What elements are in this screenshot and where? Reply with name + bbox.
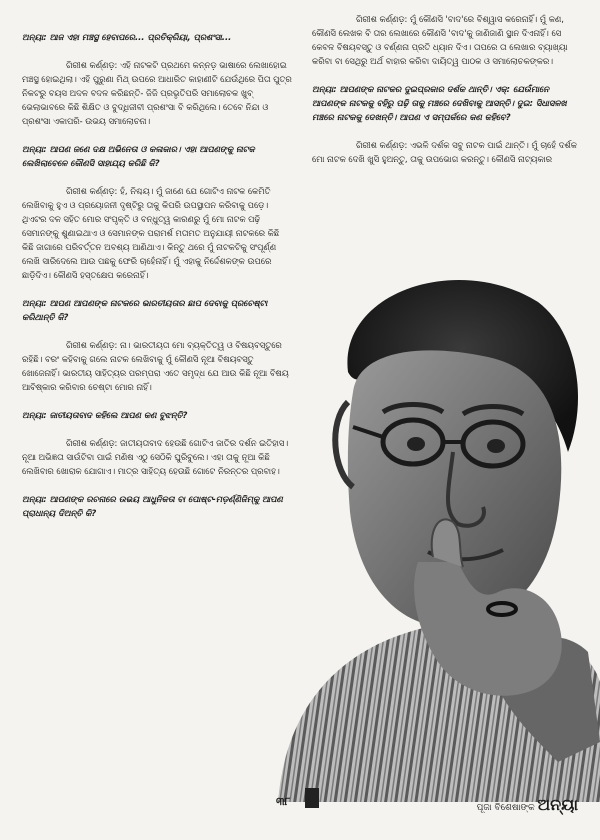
- footer-bar: [305, 788, 319, 808]
- interview-question: ଅନ୍ୟା: ଆଜ ଏହା ମଞ୍ଚସ୍ଥ ହେବାପରେ... ପ୍ରତିକ୍ରିୟା, ପ୍ରଶଂସା...: [22, 32, 232, 42]
- portrait-photo: [258, 262, 600, 802]
- interview-question: ଅନ୍ୟା: ଆପଣ ଆପଣଙ୍କ ନାଟକରେ ଭାରତୀୟତାର ଛାପ ଦେବାକୁ ପ୍ରଚେଷ୍ଟା କରିଥାନ୍ତି କି?: [22, 298, 268, 322]
- magazine-logo: ଅନ୍ୟା: [537, 795, 578, 814]
- interview-question: ଅନ୍ୟା: ଆପଣଙ୍କ ରଚନାରେ ଉଭୟ ଆଧୁନିକତା ବା ପୋଷ୍ଟ-ମଡ଼ର୍ଣ୍ଣିଜିମ୍‌କୁ ଆପଣ ପ୍ରାଧାନ୍ୟ ଦିଅନ୍ତି କି?: [22, 494, 283, 518]
- interview-question: ଅନ୍ୟା: ଆପଣ ଜଣେ ଦକ୍ଷ ଅଭିନେତା ଓ କଳାକାର। ଏହା ଆପଣଙ୍କୁ ନାଟକ ଲେଖିଲାବେଳେ କୌଣସି ସାହାଯ୍ୟ କରିଛି କି?: [22, 144, 255, 168]
- interview-answer: ଗିରୀଶ କର୍ଣ୍ଣଡ଼: ନା। ଭାରତୀୟତା ମୋ ବ୍ୟକ୍ତିତ୍ୱ ଓ ବିଷୟବସ୍ତୁରେ ରହିଛି। ବରଂ କହିବାକୁ ଗଲେ ନାଟକ ଲେଖିବାକୁ ମୁଁ କୌଣସି ନୂଆ ବିଷୟବସ୍ତୁ ଖୋଜେନାହିଁ। ଭାରତୀୟ ସାହିତ୍ୟର ପରମ୍ପରା ଏତେ ସମୃଦ୍ଧ ଯେ ଆଉ କିଛି ନୂଆ ବିଷୟ ଆବିଷ୍କାର କରିବାର ଚେଷ୍ଟା ମୋର ନାହିଁ।: [22, 340, 289, 392]
- right-column: [312, 12, 582, 180]
- interview-answer: ଗିରୀଶ କର୍ଣ୍ଣଡ଼: ଜାତୀୟତାବାଦ ହେଉଛି ଗୋଟିଏ ଜାତିର ଦର୍ଶନ ଇତିହାସ। ନୂଆ ଅଭିଜ୍ଞତା ସାଉଁଟିବା ପାଇଁ ମଣିଷ ଏଠୁ ସେଠିକି ଘୁରିବୁଲେ। ଏହା ତାକୁ ନୂଆ କିଛି ଲେଖିବାର ଖୋରାକ ଯୋଗାଏ। ମାତ୍ର ସାହିତ୍ୟ ହେଉଛି ଗୋଟେ ନିରନ୍ତର ପ୍ରବାହ।: [22, 438, 289, 476]
- magazine-name: [477, 795, 578, 815]
- interview-answer: ଗିରୀଶ କର୍ଣ୍ଣଡ଼: ଏଭଳି ଦର୍ଶକ ସବୁ ନାଟକ ପାଇଁ ଥାନ୍ତି। ମୁଁ ଚାହେଁ ଦର୍ଶକ ମୋ ନାଟକ ଦେଖି ଖୁସି ହୁଅନ୍ତୁ, ତାକୁ ଉପଭୋଗ କରନ୍ତୁ। କୌଣସି ନାଟ୍ୟକାର: [312, 140, 577, 164]
- interview-answer: ଗିରୀଶ କର୍ଣ୍ଣଡ଼: ଏହି ନାଟକଟି ପ୍ରଥମେ କନ୍ନଡ଼ ଭାଷାରେ ଲେଖାହୋଇ ମଞ୍ଚସ୍ଥ ହୋଇଥିଲା। ଏହି ପୁରୁଣା ମିଥ୍ ଉପରେ ଆଧାରିତ କାହାଣୀଟି ଯେଉଁଥିରେ ପିତା ପୁତ୍ର ନିକଟରୁ ବୟସ ଅଦଳ ବଦଳ କରିଛନ୍ତି- ଜିଜି ପ୍ରଭୃତିପରି ସମାଲୋଚକ ଖୁବ୍ ଭେଲାଭାବରେ କିଛି ଶିକ୍ଷିତ ଓ ବୁଦ୍ଧିଜୀବୀ ପ୍ରଶଂସା ବି କରିଥିଲେ। ତେବେ ନିନ୍ଦା ଓ ପ୍ରଶଂସା ଏକାପରି- ଉଭୟ ସମାଲୋଚନା।: [22, 60, 292, 126]
- interview-question: ଅନ୍ୟା: ଜାତୀୟତାବାଦ କହିଲେ ଆପଣ କଣ ବୁଝନ୍ତି?: [22, 410, 188, 420]
- magazine-edition: ପୂଜା ବିଶେଷାଙ୍କ: [476, 803, 535, 813]
- page-number: ୩୮: [276, 795, 291, 808]
- left-column: [22, 30, 292, 534]
- interview-answer: ଗିରୀଶ କର୍ଣ୍ଣଡ଼: ମୁଁ କୌଣସି 'ବାଦ'ରେ ବିଶ୍ୱାସ କରେନାହିଁ। ମୁଁ କଣ, କୌଣସି ଲେଖକ ବି ତାର ଲେଖାରେ କୌଣସି 'ବାଦ'କୁ ଜାଣିଜାଣି ସ୍ଥାନ ଦିଏନାହିଁ। ସେ କେବଳ ବିଷୟବସ୍ତୁ ଓ ବର୍ଣ୍ଣନା ପ୍ରତି ଧ୍ୟାନ ଦିଏ। ତାପରେ ତା ଲେଖାର ବ୍ୟାଖ୍ୟା କରିବା ବା ସେଥିରୁ ଅର୍ଥ ବାହାର କରିବା ଦାୟିତ୍ୱ ପାଠକ ଓ ସମାଲୋଚକଙ୍କର।: [312, 14, 568, 66]
- interview-answer: ଗିରୀଶ କର୍ଣ୍ଣଡ଼: ହଁ, ନିଶ୍ଚୟ। ମୁଁ ଜାଣେ ଯେ ଗୋଟିଏ ନାଟକ କେମିତି ଲେଖିବାକୁ ହୁଏ ଓ ପ୍ରୟୋଜନୀ ଦୃଷ୍ଟିରୁ ତାକୁ କିପରି ଉପସ୍ଥାପନ କରିବାକୁ ପଡ଼େ। ଥିଏଟର ଦଳ ସହିତ ମୋର ସଂପୃକ୍ତି ଓ ବନ୍ଧୁତ୍ୱ କାରଣରୁ ମୁଁ ମୋ ନାଟକ ପଢ଼ି ସେମାନଙ୍କୁ ଶୁଣାଇଥାଏ ଓ ସେମାନଙ୍କ ପରାମର୍ଶ ମତାମତ ଅନୁଯାୟୀ ନାଟକରେ କିଛି କିଛି ଜାଗାରେ ପରିବର୍ତ୍ତନ ଅବଶ୍ୟ ଆଣିଥାଏ। କିନ୍ତୁ ଥରେ ମୁଁ ନାଟକଟିକୁ ସଂପୂର୍ଣ୍ଣ ଲେଖି ସାରିଦେଲେ ଆଉ ପଛକୁ ଫେରି ଚାହେଁନାହିଁ। ମୁଁ ଏହାକୁ ନିର୍ଦ୍ଦେଶକଙ୍କ ଉପରେ ଛାଡ଼ିଦିଏ। କୌଣସି ହସ୍ତକ୍ଷେପ କରେନାହିଁ।: [22, 186, 280, 280]
- interview-question: ଅନ୍ୟା: ଆପଣଙ୍କ ନାଟକର ଦୁଇପ୍ରକାର ଦର୍ଶକ ଥାନ୍ତି। ଏକ୍: ଯେଉଁମାନେ ଆପଣଙ୍କ ନାଟକକୁ ବହିରୁ ପଢ଼ି ତାକୁ ମଞ୍ଚରେ ଦେଖିବାକୁ ଆସନ୍ତି। ଦୁଇ: ସିଧାସଳଖ ମଞ୍ଚରେ ନାଟକକୁ ଦେଖନ୍ତି। ଆପଣ ଏ ସମ୍ପର୍କରେ କଣ କହିବେ?: [312, 84, 567, 122]
